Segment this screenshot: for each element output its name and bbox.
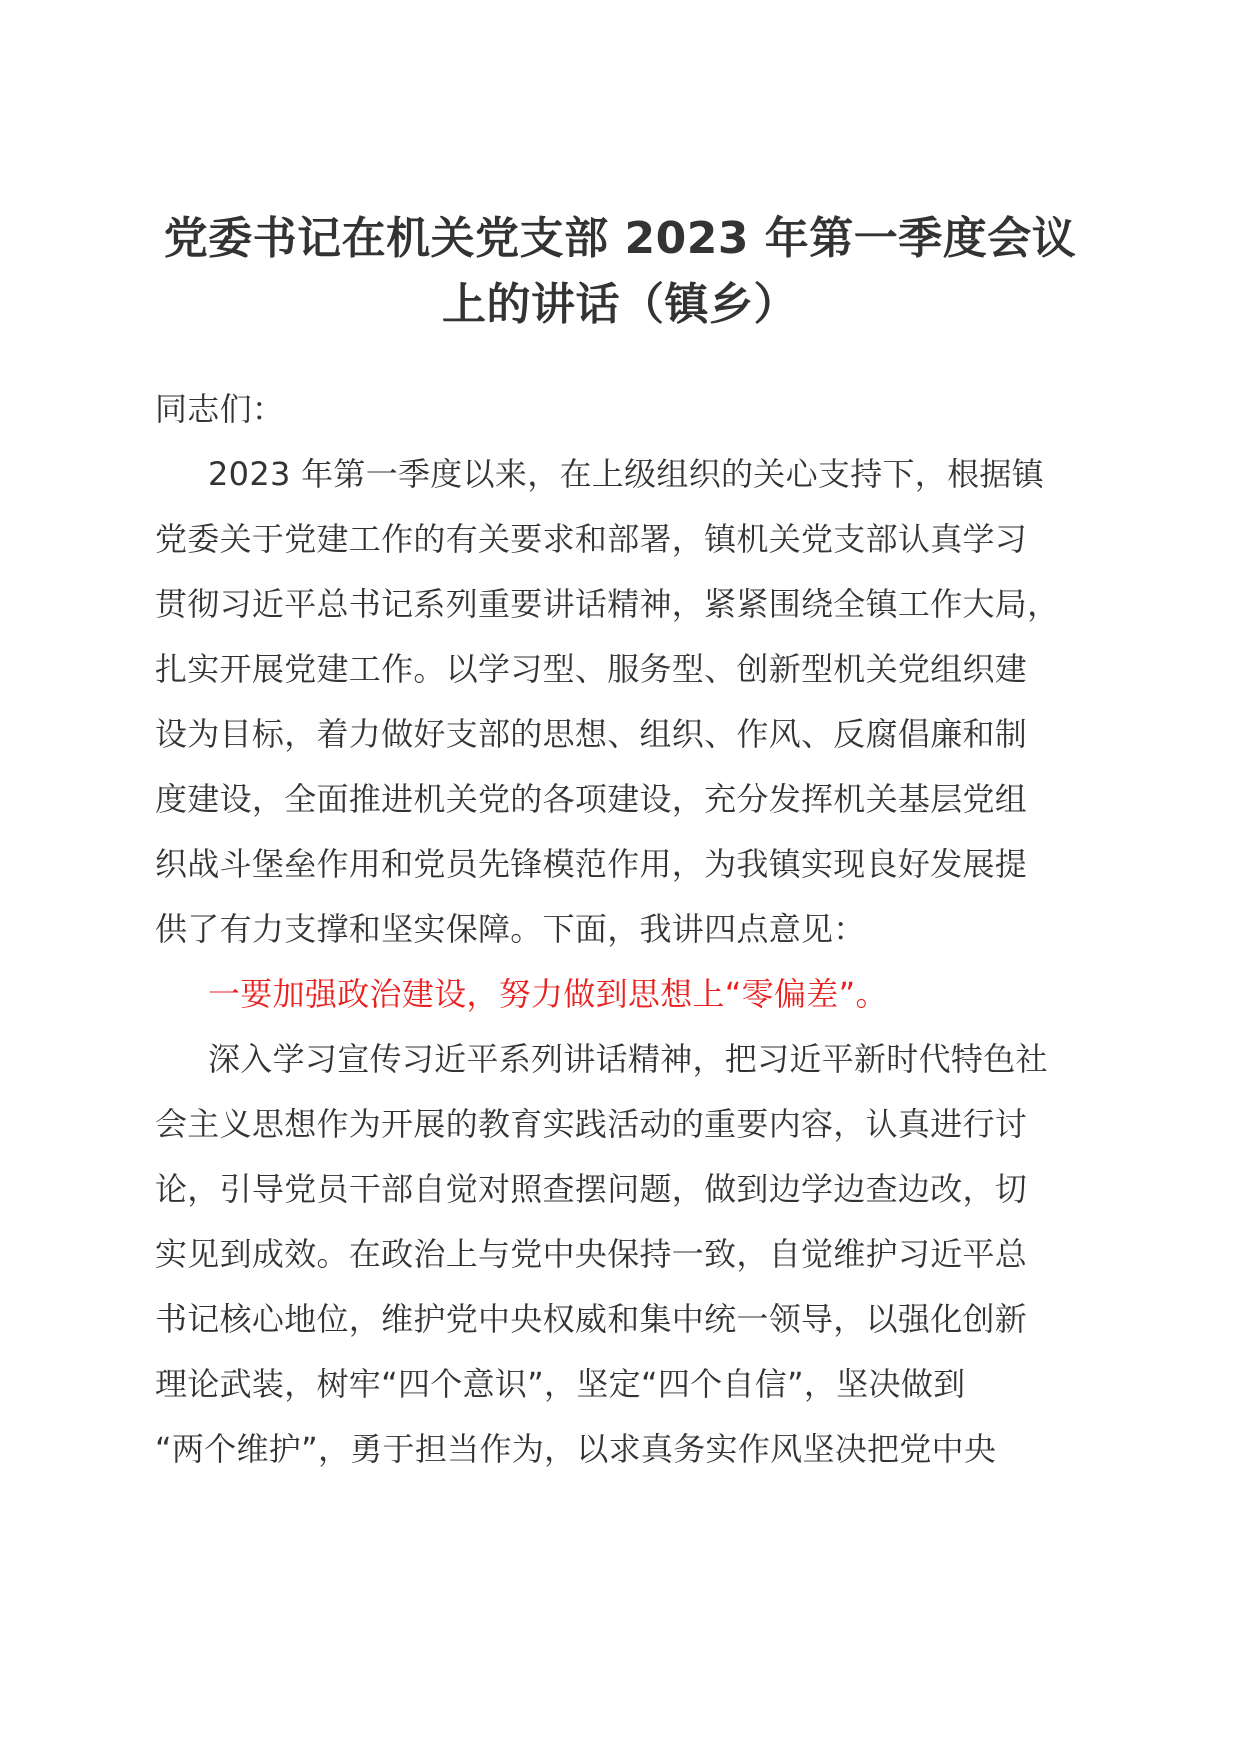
- paragraph-2-line: 书记核心地位，维护党中央权威和集中统一领导，以强化创新: [155, 1300, 1028, 1338]
- title-line-1: 党委书记在机关党支部 2023 年第一季度会议: [163, 213, 1077, 264]
- paragraph-2-line: 深入学习宣传习近平系列讲话精神，把习近平新时代特色社: [208, 1040, 1048, 1078]
- paragraph-2-line: “两个维护”，勇于担当作为，以求真务实作风坚决把党中央: [155, 1430, 997, 1468]
- paragraph-1-line: 贯彻习近平总书记系列重要讲话精神，紧紧围绕全镇工作大局，: [155, 585, 1060, 623]
- greeting-text: 同志们：: [155, 390, 285, 428]
- paragraph-2-line: 论，引导党员干部自觉对照查摆问题，做到边学边查边改，切: [155, 1170, 1028, 1208]
- paragraph-2: [155, 1027, 1090, 1482]
- section-heading-1: [155, 962, 1090, 1027]
- paragraph-1-line: 党委关于党建工作的有关要求和部署，镇机关党支部认真学习: [155, 520, 1028, 558]
- greeting: [155, 377, 1090, 442]
- paragraph-1-line: 织战斗堡垒作用和党员先锋模范作用，为我镇实现良好发展提: [155, 845, 1028, 883]
- paragraph-1: [155, 442, 1090, 962]
- paragraph-1-line: 设为目标，着力做好支部的思想、组织、作风、反腐倡廉和制: [155, 715, 1028, 753]
- section-heading-1-text: 一要加强政治建设，努力做到思想上“零偏差”。: [208, 975, 888, 1013]
- paragraph-1-line: 度建设，全面推进机关党的各项建设，充分发挥机关基层党组: [155, 780, 1028, 818]
- paragraph-2-line: 实见到成效。在政治上与党中央保持一致，自觉维护习近平总: [155, 1235, 1028, 1273]
- paragraph-2-line: 理论武装，树牢“四个意识”，坚定“四个自信”，坚决做到: [155, 1365, 966, 1403]
- title-line-2: 上的讲话（镇乡）: [442, 279, 798, 330]
- paragraph-2-line: 会主义思想作为开展的教育实践活动的重要内容，认真进行讨: [155, 1105, 1028, 1143]
- paragraph-1-line: 供了有力支撑和坚实保障。下面，我讲四点意见：: [155, 910, 866, 948]
- paragraph-1-line: 扎实开展党建工作。以学习型、服务型、创新型机关党组织建: [155, 650, 1028, 688]
- document-title: [140, 206, 1100, 338]
- paragraph-1-line: 2023 年第一季度以来，在上级组织的关心支持下，根据镇: [208, 455, 1045, 493]
